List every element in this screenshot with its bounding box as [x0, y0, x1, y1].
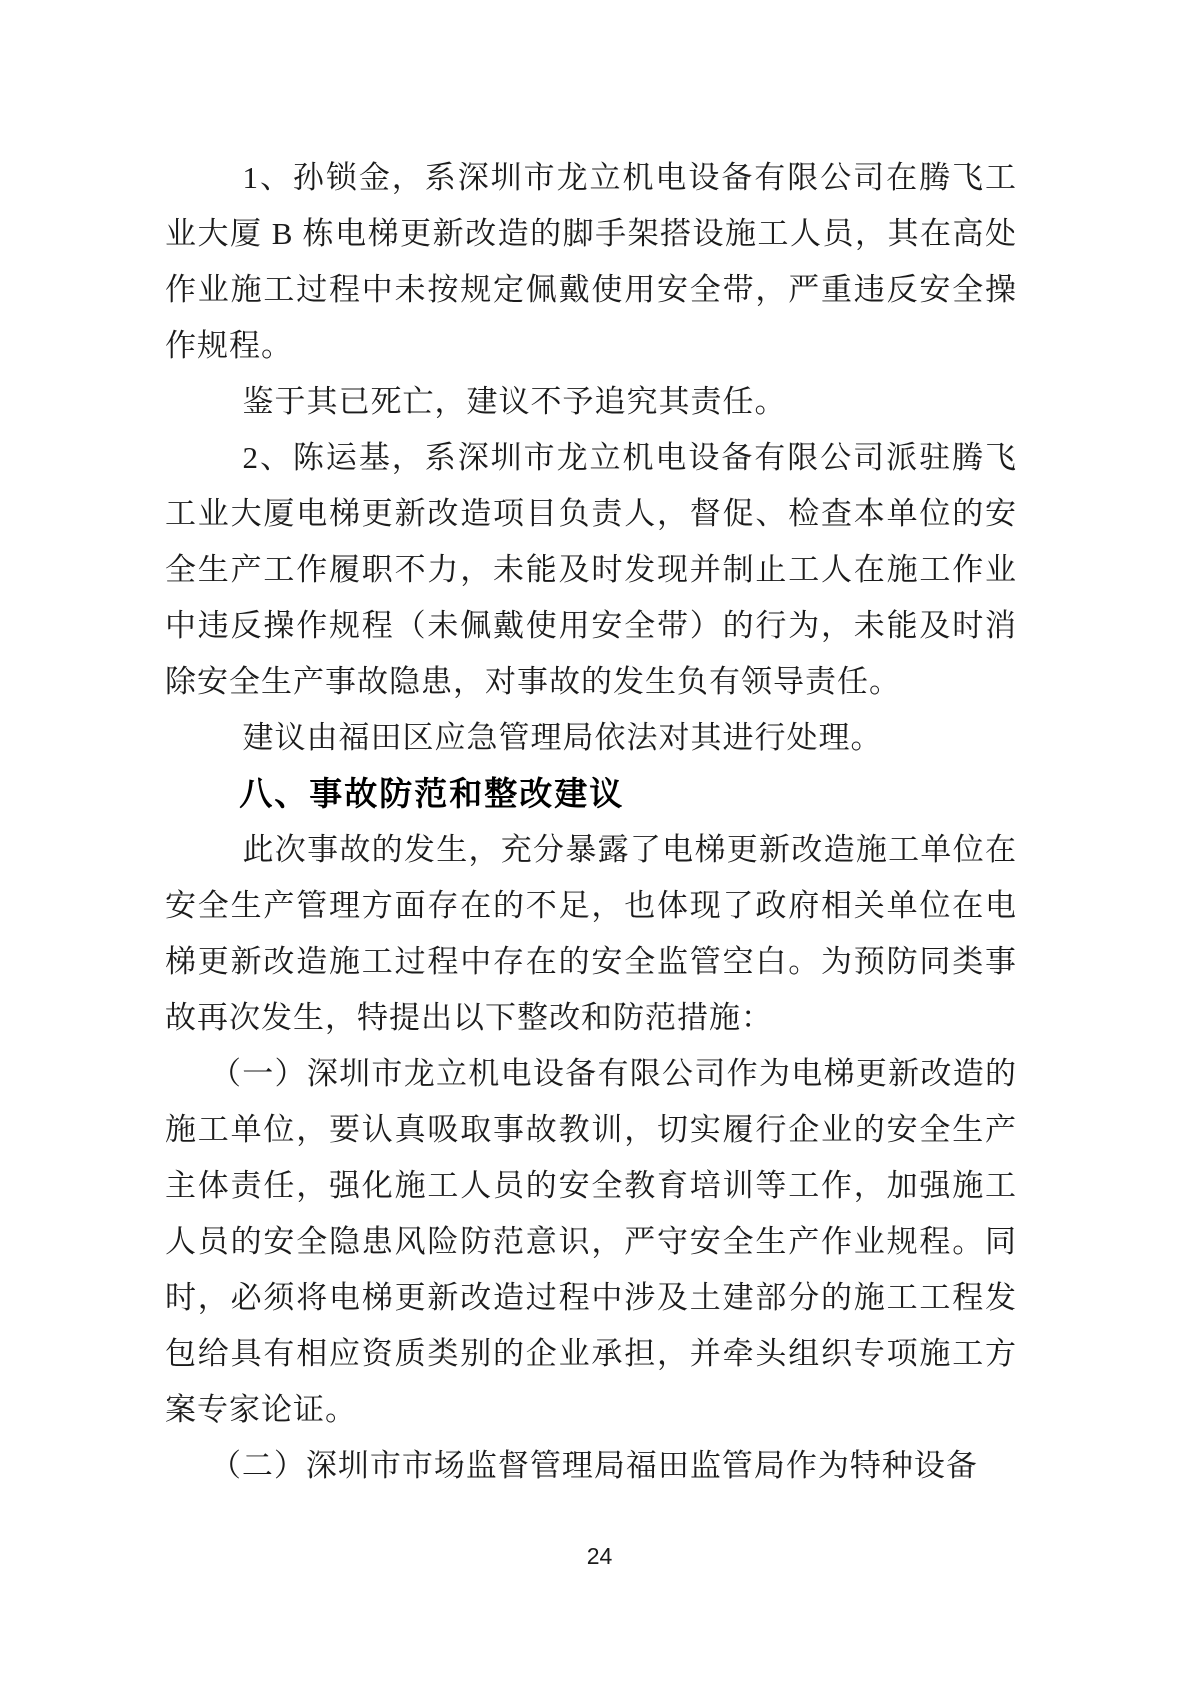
document-body	[165, 150, 1017, 1494]
page-number: 24	[586, 1543, 613, 1569]
paragraph-intro: 此次事故的发生，充分暴露了电梯更新改造施工单位在安全生产管理方面存在的不足，也体现了政府相关单位在电梯更新改造施工过程中存在的安全监管空白。为预防同类事故再次发生，特提出以下整改和防范措施：	[165, 832, 1017, 1035]
section-heading: 八、事故防范和整改建议	[239, 774, 625, 813]
paragraph-conclusion-2: 建议由福田区应急管理局依法对其进行处理。	[242, 720, 883, 755]
numbered-item-2: 2、陈运基，系深圳市龙立机电设备有限公司派驻腾飞工业大厦电梯更新改造项目负责人，督促、检查本单位的安全生产工作履职不力，未能及时发现并制止工人在施工作业中违反操作规程（未佩戴使用安全带）的行为，未能及时消除安全生产事故隐患，对事故的发生负有领导责任。	[165, 440, 1017, 699]
paragraph-conclusion-1: 鉴于其已死亡，建议不予追究其责任。	[242, 384, 787, 419]
numbered-item-1: 1、孙锁金，系深圳市龙立机电设备有限公司在腾飞工业大厦 B 栋电梯更新改造的脚手架搭设施工人员，其在高处作业施工过程中未按规定佩戴使用安全带，严重违反安全操作规程。	[165, 160, 1017, 363]
sub-item-2: （二）深圳市市场监督管理局福田监管局作为特种设备	[209, 1448, 978, 1483]
sub-item-1: （一）深圳市龙立机电设备有限公司作为电梯更新改造的施工单位，要认真吸取事故教训，切实履行企业的安全生产主体责任，强化施工人员的安全教育培训等工作，加强施工人员的安全隐患风险防范意识，严守安全生产作业规程。同时，必须将电梯更新改造过程中涉及土建部分的施工工程发包给具有相应资质类别的企业承担，并牵头组织专项施工方案专家论证。	[165, 1056, 1017, 1427]
